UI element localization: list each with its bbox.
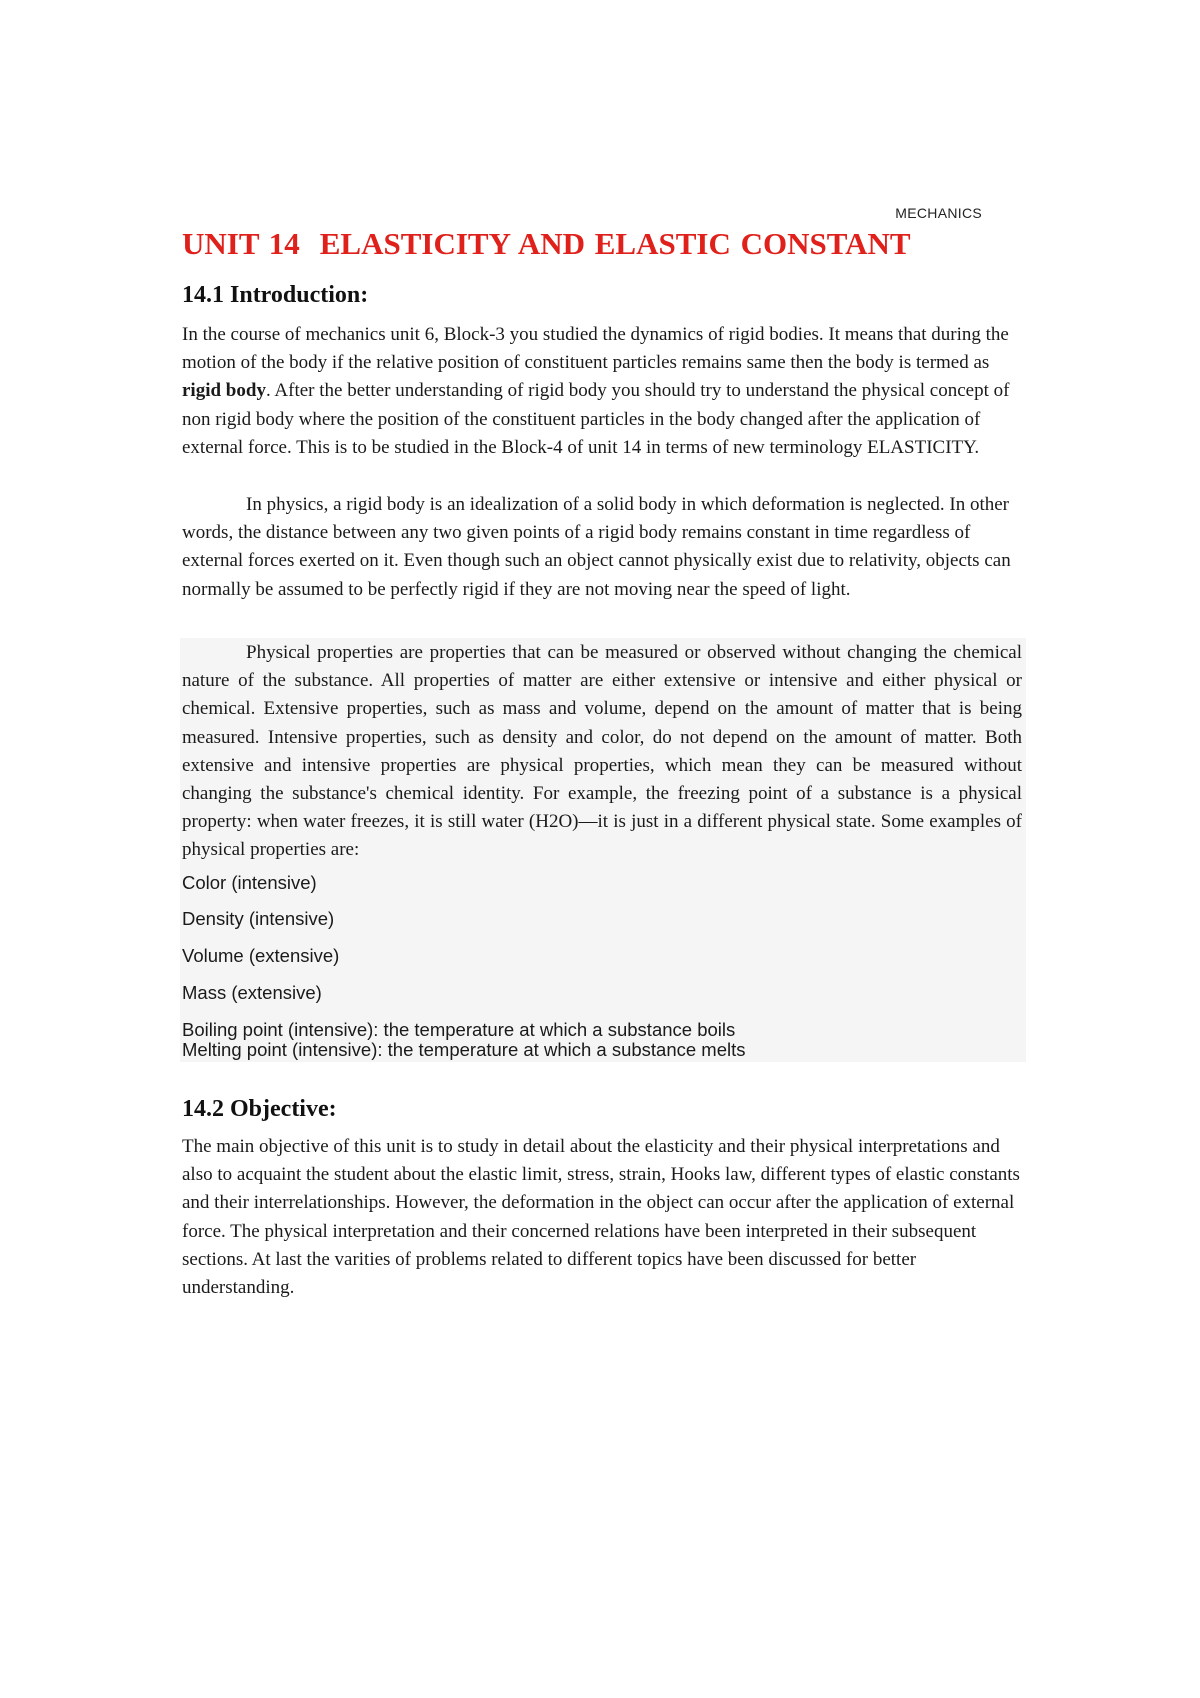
- physical-properties-block: [180, 638, 1026, 1062]
- intro-p1-text-start: In the course of mechanics unit 6, Block-3 you studied the dynamics of rigid bodies. It means that during the motion of the body if the relative position of constituent particles remains same then the body is termed as: [182, 324, 1009, 374]
- intro-p1-text-end: . After the better understanding of rigid body you should try to understand the physical concept of non rigid body where the position of the constituent particles in the body changed after the application of external force. This is to be studied in the Block-4 of unit 14 in terms of new terminology ELASTICITY.: [182, 380, 1010, 458]
- rigid-body-term: rigid body: [182, 380, 266, 402]
- section-heading-objective: 14.2 Objective:: [182, 1096, 337, 1122]
- unit-title: [182, 226, 911, 262]
- property-item: Volume (extensive): [182, 945, 340, 966]
- intro-paragraph-2: In physics, a rigid body is an idealization of a solid body in which deformation is neglected. In other words, the distance between any two given points of a rigid body remains constant in time regardless of external forces exerted on it. Even though such an object cannot physically exist due to relativity, objects can normally be assumed to be perfectly rigid if they are not moving near the speed of light.: [182, 494, 1011, 600]
- property-item: Color (intensive): [182, 872, 317, 893]
- property-item: Density (intensive): [182, 908, 335, 929]
- intro-paragraph-1: [182, 321, 1022, 462]
- intro-paragraph-3: Physical properties are properties that can be measured or observed without changing the chemical nature of the substance. All properties of matter are either extensive or intensive and either physical or chemical. Extensive properties, such as mass and volume, depend on the amount of matter that is being measured. Intensive properties, such as density and color, do not depend on the amount of matter. Both extensive and intensive properties are physical properties, which mean they can be measured without changing the substance's chemical identity. For example, the freezing point of a substance is a physical property: when water freezes, it is still water (H2O)—it is just in a different physical state. Some examples of physical properties are:: [182, 642, 1022, 861]
- running-header: MECHANICS: [895, 205, 982, 221]
- section-heading-introduction: 14.1 Introduction:: [182, 282, 369, 308]
- property-item: Melting point (intensive): the temperature at which a substance melts: [182, 1039, 746, 1060]
- objective-paragraph: The main objective of this unit is to study in detail about the elasticity and their physical interpretations and also to acquaint the student about the elastic limit, stress, strain, Hooks law, different types of elastic constants and their interrelationships. However, the deformation in the object can occur after the application of external force. The physical interpretation and their concerned relations have been interpreted in their subsequent sections. At last the varities of problems related to different topics have been discussed for better understanding.: [182, 1136, 1020, 1299]
- property-item: Mass (extensive): [182, 982, 322, 1003]
- property-item: Boiling point (intensive): the temperature at which a substance boils: [182, 1019, 736, 1040]
- unit-number: UNIT 14: [182, 226, 300, 261]
- unit-title-text: ELASTICITY AND ELASTIC CONSTANT: [319, 226, 911, 261]
